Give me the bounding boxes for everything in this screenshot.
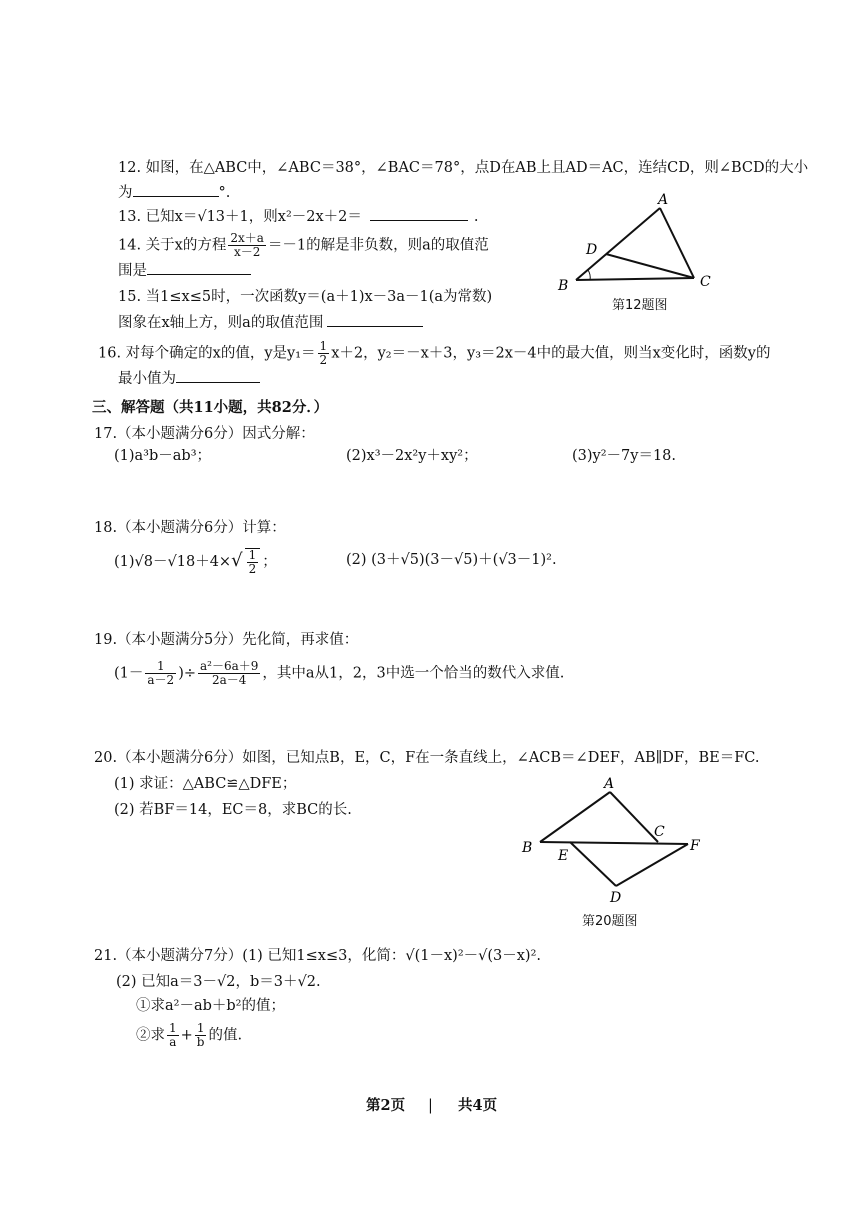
q13-pre: 13. 已知x＝√13＋1，则x²－2x＋2＝ (118, 209, 362, 225)
q16-fraction (318, 340, 330, 367)
q18-frac-num: 1 (248, 548, 257, 562)
q14-line2 (118, 260, 251, 281)
footer-total-pages: 共4页 (458, 1097, 498, 1114)
q21-sub1: ①求a²－ab＋b²的值； (136, 998, 285, 1014)
q17-part2: (2)x³－2x²y＋xy²； (346, 448, 478, 464)
q20-part2: (2) 若BF＝14，EC＝8，求BC的长. (114, 802, 352, 818)
q15-line1: 15. 当1≤x≤5时，一次函数y＝(a＋1)x－3a－1(a为常数) (118, 289, 493, 305)
q14-answer-blank[interactable] (147, 260, 251, 275)
q16-line2 (118, 368, 260, 389)
fig12-side-ac (660, 208, 694, 278)
q21-s2-post: 的值. (208, 1027, 243, 1044)
q16-frac-num: 1 (319, 339, 328, 353)
q16-line2-text: 最小值为 (118, 371, 176, 387)
q17-title: 17.（本小题满分6分）因式分解： (94, 426, 315, 442)
fig12-label-c: C (700, 274, 711, 290)
q12-line2-pre: 为 (118, 185, 133, 201)
q18-fraction (245, 548, 261, 576)
q21-title-expr: √(1－x)²－√(3－x)² (405, 948, 537, 964)
q16-frac-den: 2 (319, 353, 328, 367)
q15-line2 (118, 312, 423, 333)
q20-part1: (1) 求证：△ABC≌△DFE； (114, 776, 297, 792)
q21-title-pre: 21.（本小题满分7分）(1) 已知1≤x≤3，化简： (94, 948, 406, 964)
q19-expression (114, 660, 564, 687)
fig20-label-b: B (522, 840, 533, 856)
q17-part3: (3)y²－7y＝18. (572, 448, 677, 464)
fig20-segment-ac (610, 792, 658, 842)
q19-fraction1 (145, 660, 176, 687)
q12-line2 (118, 182, 230, 203)
q14-frac-den: x－2 (233, 245, 261, 259)
fig12-caption: 第12题图 (612, 298, 668, 313)
q14-line2-text: 围是 (118, 263, 147, 279)
q20-title: 20.（本小题满分6分）如图，已知点B，E，C，F在一条直线上，∠ACB＝∠DEF，AB∥DF，BE＝FC. (94, 750, 760, 766)
footer-page-number: 第2页 (366, 1097, 406, 1114)
q16-line1 (98, 340, 771, 367)
section3-heading: 三、解答题（共11小题，共82分．） (92, 399, 329, 416)
q14-line1 (118, 232, 489, 259)
q12-answer-blank[interactable] (133, 182, 219, 197)
footer-separator: | (428, 1098, 433, 1114)
fig12-label-d: D (586, 242, 598, 258)
q21-part2: (2) 已知a＝3－√2，b＝3＋√2. (116, 974, 321, 990)
fig20-caption: 第20题图 (582, 914, 638, 929)
q21-fa-den: a (169, 1035, 177, 1049)
q21-sub2: ②求 $\frac{1}{a}$ + $\frac{1}{b}$ 的值. (136, 1021, 243, 1049)
fig20-label-c: C (654, 824, 665, 840)
fig20-line-bf (540, 842, 688, 844)
q17-part1: (1)a³b－ab³； (114, 448, 212, 464)
q21-fraction-a (167, 1022, 179, 1049)
q19-f2-num: a²－6a＋9 (200, 659, 259, 673)
q13-answer-blank[interactable] (370, 206, 468, 221)
q18-title: 18.（本小题满分6分）计算： (94, 520, 286, 536)
q18-p1-pre: (1)√8－√18＋4× (114, 554, 232, 570)
q15-answer-blank[interactable] (327, 312, 423, 327)
q14-frac-num: 2x＋a (230, 231, 264, 245)
fig12-segment-cd (606, 254, 694, 278)
fig20-label-e: E (558, 848, 569, 864)
fig20-label-f: F (690, 838, 700, 854)
fig20-segment-ed (570, 842, 616, 886)
q14-pre: 14. 关于x的方程 (118, 237, 227, 254)
fig20-diagram (518, 774, 718, 904)
fig12-triangle-diagram (552, 190, 722, 310)
q15-line2-text: 图象在x轴上方，则a的取值范围 (118, 315, 324, 331)
q19-fraction2 (198, 660, 260, 687)
q21-s2-pre: ②求 (136, 1027, 165, 1044)
q21-title-post: . (536, 948, 542, 964)
q21-fraction-b (195, 1022, 207, 1049)
q21-fb-den: b (196, 1035, 205, 1049)
q16-pre: 16. 对每个确定的x的值，y是y₁＝ (98, 345, 316, 362)
q16-answer-blank[interactable] (176, 368, 260, 383)
q19-f1-den: a－2 (147, 673, 175, 687)
fig20-segment-ab (540, 792, 610, 842)
q18-sqrt-sign: √ (231, 550, 243, 571)
q18-frac-den: 2 (248, 562, 257, 576)
q19-title: 19.（本小题满分5分）先化简，再求值： (94, 632, 359, 648)
q18-part1 (114, 548, 277, 576)
q19-f1-num: 1 (145, 660, 176, 674)
fig20-label-a: A (604, 776, 615, 792)
q12-line1: 12. 如图，在△ABC中，∠ABC＝38°，∠BAC＝78°，点D在AB上且AD＝AC，连结CD，则∠BCD的大小 (118, 160, 809, 176)
q21-title (94, 946, 541, 966)
q19-close: )÷ (178, 665, 196, 682)
q16-post: x＋2，y₂＝－x＋3，y₃＝2x－4中的最大值，则当x变化时，函数y的 (331, 345, 771, 362)
fig12-side-bc (576, 278, 694, 280)
q19-post: ，其中a从1，2，3中选一个恰当的数代入求值. (262, 665, 565, 682)
fig12-angle-mark (588, 270, 590, 280)
q21-fa-num: 1 (169, 1021, 177, 1035)
q12-line2-post: °. (218, 185, 231, 201)
q19-f2-den: 2a－4 (211, 673, 247, 687)
q18-p1-post: ； (262, 554, 277, 570)
q13-post: . (473, 209, 479, 225)
q14-post: ＝－1的解是非负数，则a的取值范 (267, 237, 489, 254)
fig20-label-d: D (610, 890, 622, 906)
fig20-segment-df (616, 844, 688, 886)
q19-open: (1－ (114, 665, 144, 682)
q18-part2: (2) (3＋√5)(3－√5)＋(√3－1)². (346, 552, 557, 568)
q13-line (118, 206, 479, 227)
fig12-label-a: A (658, 192, 669, 208)
fig12-label-b: B (558, 278, 569, 294)
q21-fb-num: 1 (195, 1022, 207, 1036)
q14-fraction (228, 232, 266, 259)
